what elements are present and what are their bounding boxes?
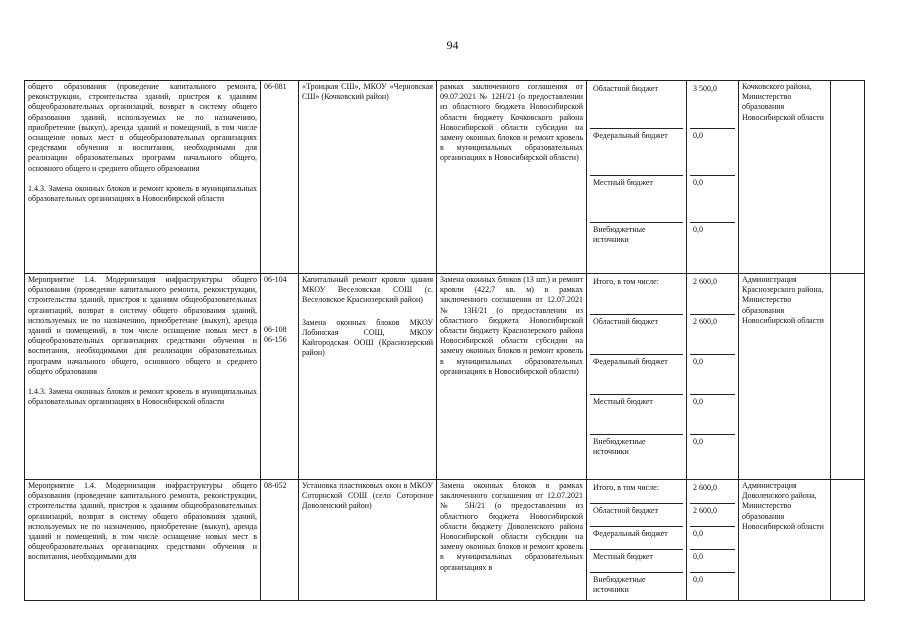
object-code: 06-104: [264, 275, 287, 284]
funding-source: Внебюджетные источники: [593, 575, 646, 594]
activity-description: Мероприятие 1.4. Модернизация инфраструктуры общего образования (проведение капитального ремонта, реконструкции, строительства зданий, пристроя к зданиям общеобразовательных организаций, возврат в систему общего образования зданий, используемых не по назначению, приобретение (выкуп), аренда зданий и помещений, в том числе оснащение новых мест в общеобразовательных организациях средствами обучения и воспитания, необходимыми для: [28, 481, 257, 562]
funding-source: Итого, в том числе:: [590, 275, 683, 315]
funding-amount: 2 600,0: [690, 315, 735, 355]
funding-source: Федеральный бюджет: [590, 527, 683, 550]
object-code-cell: [261, 274, 299, 480]
activity-description: общего образования (проведение капитального ремонта, реконструкции, строительства зданий, пристроя к зданиям общеобразовательных организаций, возврат в систему общего образования зданий, используемых не по назначению, приобретение (выкуп), аренда зданий и помещений, в том числе оснащение новых мест в общеобразовательных организациях средствами обучения и воспитания, необходимыми для реализации образовательных программ начального общего, основного общего и среднего общего образования: [28, 82, 257, 173]
funding-source: Федеральный бюджет: [590, 355, 683, 395]
object-name-cell: [299, 480, 437, 601]
object-name: Установка пластиковых окон в МКОУ Соторнской СОШ (село Сотороное Доволенский район): [302, 481, 433, 511]
object-code: 06-081: [264, 82, 287, 91]
page-number: 94: [446, 38, 459, 52]
funding-source-cell: [587, 274, 687, 480]
funding-amount: 0,0: [690, 176, 735, 223]
funding-amount: 0,0: [693, 225, 703, 234]
executor: Кочковского района, Министерство образования Новосибирской области: [739, 81, 831, 274]
object-name: Замена оконных блоков МКОУ Лобинская СОШ, МКОУ Кайгородская ООШ (Краснозерский район): [302, 317, 433, 358]
object-code: 06-108 06-156: [264, 325, 287, 345]
activity-description-cell: [25, 274, 261, 480]
activity-description-cell: [25, 480, 261, 601]
funding-amount: 0,0: [693, 575, 703, 584]
object-code-cell: [261, 81, 299, 274]
subactivity-description: 1.4.3. Замена оконных блоков и ремонт кровель в муниципальных образовательных организациях в Новосибирской области: [28, 387, 257, 407]
funding-amount-cell: [687, 480, 739, 601]
funding-amount: 0,0: [693, 437, 703, 446]
funding-source: Итого, в том числе:: [590, 481, 683, 504]
activity-description-cell: [25, 81, 261, 274]
funding-source: Внебюджетные источники: [593, 437, 646, 456]
funding-source-cell: [587, 480, 687, 601]
funding-source-cell: [587, 81, 687, 274]
object-name-cell: [299, 274, 437, 480]
work-description: рамках заключенного соглашения от 09.07.2021 № 12Н/21 (о предоставлении из областного бюджета Новосибирской области бюджету Кочковского района Новосибирской области субсидии на замену оконных блоков и ремонт кровель в муниципальных образовательных организациях в Новосибирской области): [437, 81, 587, 274]
object-name: Капитальный ремонт кровли здания МКОУ Веселовская СОШ (с. Веселовское Краснозерский район): [302, 275, 433, 305]
funding-amount: 2 600,0: [690, 504, 735, 527]
object-name-cell: [299, 81, 437, 274]
table-row: [25, 274, 865, 480]
funding-source: Местный бюджет: [590, 176, 683, 223]
object-name: «Троицкая СШ», МКОУ «Черновская СШ» (Кочковский район): [302, 82, 433, 102]
funding-amount: 0,0: [690, 527, 735, 550]
funding-amount: 2 600,0: [690, 275, 735, 315]
funding-amount-cell: [687, 81, 739, 274]
program-table: [24, 80, 865, 601]
object-code-cell: [261, 480, 299, 601]
object-code: 08-052: [264, 481, 287, 490]
executor: Администрация Доволенского района, Министерство образования Новосибирской области: [739, 480, 831, 601]
executor: Администрация Краснозерского района, Министерство образования Новосибирской области: [739, 274, 831, 480]
funding-amount-cell: [687, 274, 739, 480]
funding-source: Областной бюджет: [590, 315, 683, 355]
empty-cell: [831, 480, 865, 601]
funding-source: Местный бюджет: [590, 550, 683, 573]
work-description: Замена оконных блоков в рамках заключенного соглашения от 12.07.2021 № 5Н/21 (о предоставлении из областного бюджета Новосибирской области бюджету Доволенского района Новосибирской области субсидии на замену оконных блоков и ремонт кровель в муниципальных образовательных организациях в: [437, 480, 587, 601]
funding-source: Внебюджетные источники: [593, 225, 646, 244]
funding-amount: 0,0: [690, 395, 735, 435]
work-description: Замена оконных блоков (13 шт.) и ремонт кровли (422,7 кв. м) в рамках заключенного соглашения от 12.07.2021 № 13Н/21 (о предоставлении из областного бюджета Новосибирской области бюджету Краснозерского района Новосибирской области субсидии на замену оконных блоков и ремонт кровель в муниципальных образовательных организациях в Новосибирской области): [437, 274, 587, 480]
funding-amount: 3 500,0: [690, 82, 735, 129]
funding-source: Местный бюджет: [590, 395, 683, 435]
funding-source: Областной бюджет: [590, 82, 683, 129]
funding-amount: 0,0: [690, 355, 735, 395]
funding-amount: 0,0: [690, 550, 735, 573]
subactivity-description: 1.4.3. Замена оконных блоков и ремонт кровель в муниципальных образовательных организациях в Новосибирской области: [28, 183, 257, 204]
funding-source: Областной бюджет: [590, 504, 683, 527]
funding-source: Федеральный бюджет: [590, 129, 683, 176]
table-row: [25, 81, 865, 274]
empty-cell: [831, 81, 865, 274]
table-row: [25, 480, 865, 601]
funding-amount: 2 600,0: [690, 481, 735, 504]
empty-cell: [831, 274, 865, 480]
funding-amount: 0,0: [690, 129, 735, 176]
activity-description: Мероприятие 1.4. Модернизация инфраструктуры общего образования (проведение капитального ремонта, реконструкции, строительства зданий, пристроя к зданиям общеобразовательных организаций, возврат в систему общего образования зданий, используемых не по назначению, приобретение (выкуп), аренда зданий и помещений, в том числе оснащение новых мест в общеобразовательных организациях средствами обучения и воспитания, необходимыми для реализации образовательных программ начального общего, основного общего и среднего общего образования: [28, 275, 257, 376]
